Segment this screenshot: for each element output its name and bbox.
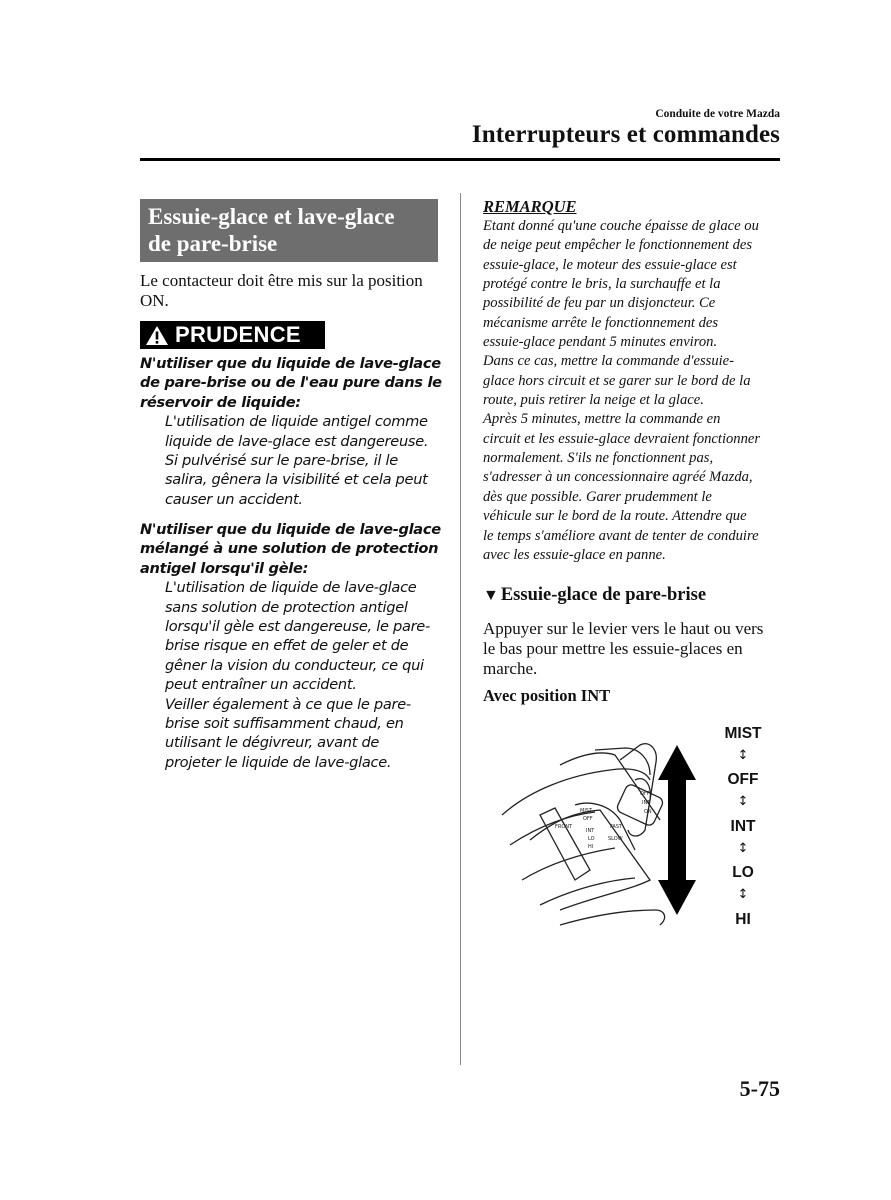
warning-body-line: brise soit suffisamment chaud, en (165, 715, 404, 733)
arrow-updown-icon: ↕ (737, 794, 749, 809)
note-title: REMARQUE (483, 197, 577, 216)
position-mist: MIST (724, 725, 762, 742)
lever-label: OFF (583, 816, 593, 822)
warning-lead-line: antigel lorsqu'il gèle: (140, 559, 309, 577)
warning-body-line: peut entraîner un accident. (165, 676, 357, 694)
chapter-title: Conduite de votre Mazda (655, 108, 780, 120)
lever-label: OFF (640, 791, 650, 797)
position-hi: HI (735, 911, 751, 928)
lever-label: FAST (610, 824, 623, 830)
section-title-box (140, 199, 438, 262)
warning-body-line: Si pulvérisé sur le pare-brise, il le (165, 452, 398, 470)
warning-body-line: causer un accident. (165, 490, 303, 508)
warning-body-line: projeter le liquide de lave-glace. (165, 753, 392, 771)
lever-label: SLOW (608, 836, 623, 842)
note-line: normalement. S'ils ne fonctionnent pas, (483, 450, 714, 467)
warning-body-line: L'utilisation de liquide antigel comme (165, 413, 428, 431)
header-rule (140, 158, 780, 161)
page-number: 5-75 (739, 1076, 780, 1101)
note-line: possibilité de feu par un disjoncteur. Ce (483, 295, 716, 312)
warning-block (140, 354, 440, 509)
note-line: avec les essuie-glace en panne. (483, 546, 666, 563)
warning-lead-line: mélangé à une solution de protection (140, 540, 439, 558)
warning-lead-line: de pare-brise ou de l'eau pure dans le (140, 374, 442, 392)
lever-hand-drawing (500, 720, 700, 945)
warning-body-line: Veiller également à ce que le pare- (165, 695, 411, 713)
arrow-updown-icon: ↕ (737, 841, 749, 856)
lever-label: HI (588, 844, 594, 850)
avec-int-label: Avec position INT (483, 686, 611, 705)
section-header-title: Interrupteurs et commandes (471, 121, 780, 148)
note-line: Etant donné qu'une couche épaisse de glace ou (483, 218, 759, 234)
subsection-heading (483, 585, 706, 606)
intro-text: Le contacteur doit être mis sur la position ON. (140, 271, 423, 310)
warning-body-line: gêner la vision du conducteur, ce qui (165, 656, 424, 674)
note-line: circuit et les essuie-glace devraient fonctionner (483, 430, 761, 447)
lever-label: INT (642, 800, 651, 806)
warning-lead-line: N'utiliser que du liquide de lave-glace (140, 355, 441, 372)
triangle-down-icon: ▼ (483, 587, 499, 604)
position-lo: LO (732, 864, 754, 881)
warning-body-line: liquide de lave-glace est dangereuse. (165, 432, 429, 450)
column-divider (460, 193, 461, 1065)
note-line: véhicule sur le bord de la route. Attendre que (483, 508, 747, 525)
note-line: le temps s'améliore avant de tenter de conduire (483, 527, 759, 544)
arrow-updown-icon: ↕ (737, 887, 749, 902)
lever-label: MIST (580, 808, 593, 814)
note-line: dès que possible. Garer prudemment le (483, 488, 712, 505)
section-title-line: Essuie-glace et lave-glace (148, 204, 395, 229)
lever-label: LO (588, 836, 595, 842)
warning-body-line: L'utilisation de liquide de lave-glace (165, 579, 417, 597)
warning-body-line: sans solution de protection antigel (165, 598, 408, 616)
note-line: de neige peut empêcher le fonctionnement des (483, 237, 753, 254)
warning-body-line: brise risque en effet de geler et de (165, 637, 409, 655)
lever-label: FRONT (555, 824, 573, 830)
warning-body-line: utilisant le dégivreur, avant de (165, 734, 380, 752)
paragraph-line: Appuyer sur le levier vers le haut ou vers (483, 619, 764, 638)
note-line: Après 5 minutes, mettre la commande en (483, 411, 721, 428)
note-text (483, 217, 783, 565)
note-line: essuie-glace, le moteur des essuie-glace est (483, 256, 737, 273)
note-line: protégé contre le bris, la surchauffe et la (483, 276, 721, 293)
position-int: INT (730, 818, 756, 835)
position-off: OFF (727, 771, 759, 788)
subsection-title: Essuie-glace de pare-brise (500, 585, 707, 605)
warning-body-line: salira, gênera la visibilité et cela peut (165, 471, 428, 489)
warning-lead-line: réservoir de liquide: (140, 393, 301, 411)
warning-lead-line: N'utiliser que du liquide de lave-glace (140, 521, 441, 538)
note-line: route, puis retirer la neige et la glace. (483, 392, 704, 409)
arrow-updown-icon: ↕ (737, 748, 749, 763)
warning-triangle-icon (145, 325, 169, 346)
paragraph-line: le bas pour mettre les essuie-glaces en (483, 639, 743, 658)
wiper-lever-illustration (500, 720, 780, 945)
note-line: essuie-glace pendant 5 minutes environ. (483, 334, 718, 351)
subsection-paragraph (483, 619, 783, 679)
caution-banner (140, 321, 325, 349)
warning-block (140, 520, 440, 772)
note-line: glace hors circuit et se garer sur le bord de la (483, 372, 751, 389)
up-down-arrow-icon (658, 745, 696, 915)
note-line: s'adresser à un concessionnaire agréé Mazda, (483, 469, 753, 486)
note-line: Dans ce cas, mettre la commande d'essuie- (483, 353, 735, 370)
warning-body-line: lorsqu'il gèle est dangereuse, le pare- (165, 618, 430, 636)
section-title-line: de pare-brise (148, 231, 278, 256)
paragraph-line: marche. (483, 659, 538, 678)
note-line: mécanisme arrête le fonctionnement des (483, 314, 719, 331)
lever-label: INT (586, 828, 595, 834)
caution-label: PRUDENCE (175, 322, 301, 347)
lever-label: ON (644, 809, 652, 815)
